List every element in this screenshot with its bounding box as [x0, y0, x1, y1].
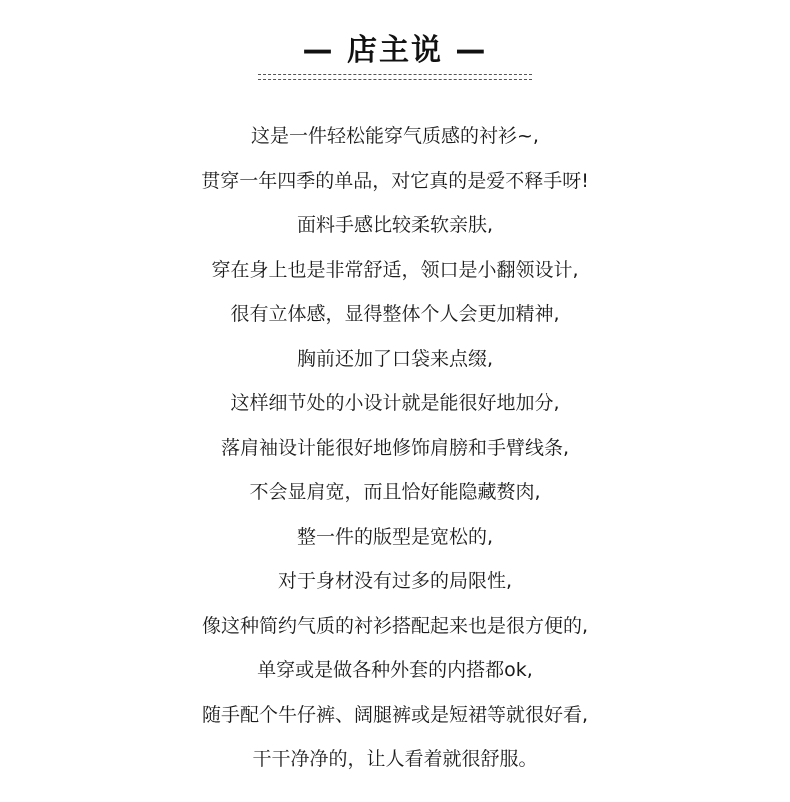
- description-line: 像这种简约气质的衬衫搭配起来也是很方便的,: [201, 614, 589, 637]
- description-line: 穿在身上也是非常舒适，领口是小翻领设计,: [211, 258, 579, 281]
- description-line: 落肩袖设计能很好地修饰肩膀和手臂线条,: [220, 436, 570, 459]
- description-line: 随手配个牛仔裤、阔腿裤或是短裙等就很好看,: [201, 703, 589, 726]
- description-line: 贯穿一年四季的单品，对它真的是爱不释手呀!: [201, 169, 589, 192]
- description-line: 干干净净的，让人看着就很舒服。: [252, 748, 538, 770]
- title-divider: [258, 74, 532, 80]
- description-line: 胸前还加了口袋来点缀,: [296, 347, 494, 370]
- description-line: 面料手感比较柔软亲肤,: [296, 214, 494, 236]
- description-line: 这样细节处的小设计就是能很好地加分,: [230, 392, 560, 414]
- description-line: 单穿或是做各种外套的内搭都ok,: [257, 659, 533, 681]
- description-line: 这是一件轻松能穿气质感的衬衫~,: [251, 125, 539, 147]
- description-line: 不会显肩宽，而且恰好能隐藏赘肉,: [249, 481, 541, 503]
- page-title: — 店主说 —: [302, 33, 488, 68]
- description-line: 整一件的版型是宽松的,: [296, 525, 494, 548]
- description-line: 对于身材没有过多的局限性,: [277, 570, 513, 592]
- description-line: 很有立体感，显得整体个人会更加精神,: [230, 303, 560, 325]
- description-text: [0, 114, 790, 782]
